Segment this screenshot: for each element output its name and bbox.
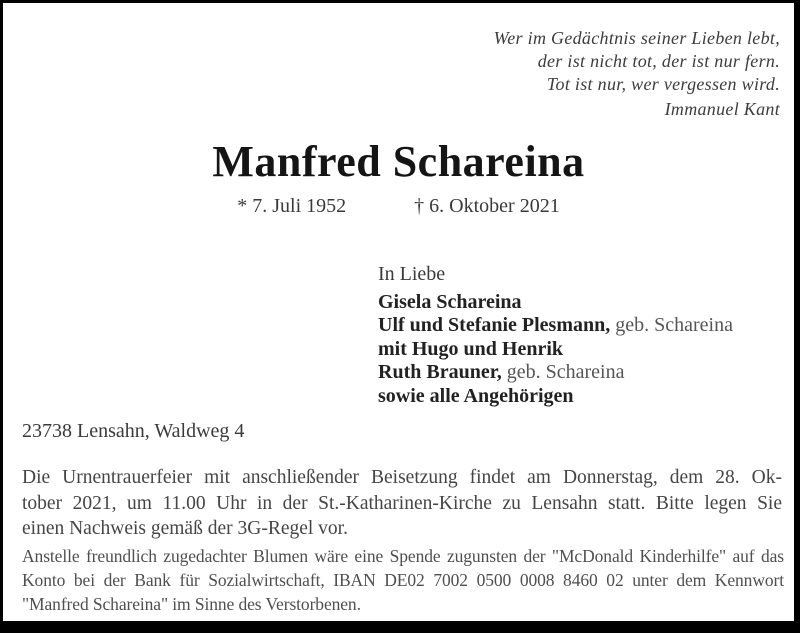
quote-line: Tot ist nur, wer vergessen wird.: [546, 74, 780, 94]
quote-line: Wer im Gedächtnis seiner Lieben lebt,: [493, 28, 780, 48]
family-intro: In Liebe: [378, 263, 446, 285]
donation-info-line: Konto bei der Bank für Sozialwirtschaft, IBAN DE02 7002 0500 0008 8460 02 unter dem Kennwort: [22, 570, 784, 590]
address-line: 23738 Lensahn, Waldweg 4: [22, 420, 245, 442]
donation-info-paragraph: [22, 544, 784, 616]
mourner-name: Ulf und Stefanie Plesmann,: [378, 314, 611, 336]
donation-info-line: "Manfred Schareina" im Sinne des Verstorbenen.: [22, 594, 361, 614]
donation-info-line: Anstelle freundlich zugedachter Blumen wäre eine Spende zugunsten der "McDonald Kinderhilfe" auf das: [22, 546, 784, 566]
mourner-name: mit Hugo und Henrik: [378, 337, 564, 360]
mourner-name: Ruth Brauner,: [378, 361, 502, 383]
mourner-name: Gisela Schareina: [378, 290, 522, 313]
mourners-block: [378, 263, 733, 408]
quote-attribution: Immanuel Kant: [664, 99, 780, 119]
funeral-info-paragraph: [22, 465, 782, 542]
mourner-line: [378, 291, 733, 315]
funeral-info-line: tober 2021, um 11.00 Uhr in der St.-Katharinen-Kirche zu Lensahn statt. Bitte legen Sie: [22, 492, 782, 514]
deceased-name: Manfred Schareina: [212, 137, 585, 186]
memorial-quote: [494, 27, 780, 121]
funeral-info-line: einen Nachweis gemäß der 3G-Regel vor.: [22, 518, 348, 539]
mourner-line: [378, 385, 733, 409]
life-dates: [3, 195, 794, 218]
quote-line: der ist nicht tot, der ist nur fern.: [537, 51, 780, 71]
mourner-line: [378, 361, 733, 385]
mourner-line: [378, 314, 733, 338]
mourner-name: sowie alle Angehörigen: [378, 384, 574, 407]
death-date: † 6. Oktober 2021: [414, 195, 560, 217]
obituary-page: [3, 3, 794, 621]
mourner-suffix: geb. Schareina: [610, 314, 733, 336]
mourner-suffix: geb. Schareina: [501, 361, 625, 383]
funeral-info-line: Die Urnentrauerfeier mit anschließender Beisetzung findet am Donnerstag, dem 28. Ok-: [22, 467, 782, 488]
birth-date: * 7. Juli 1952: [237, 195, 347, 217]
mourner-line: [378, 338, 733, 362]
